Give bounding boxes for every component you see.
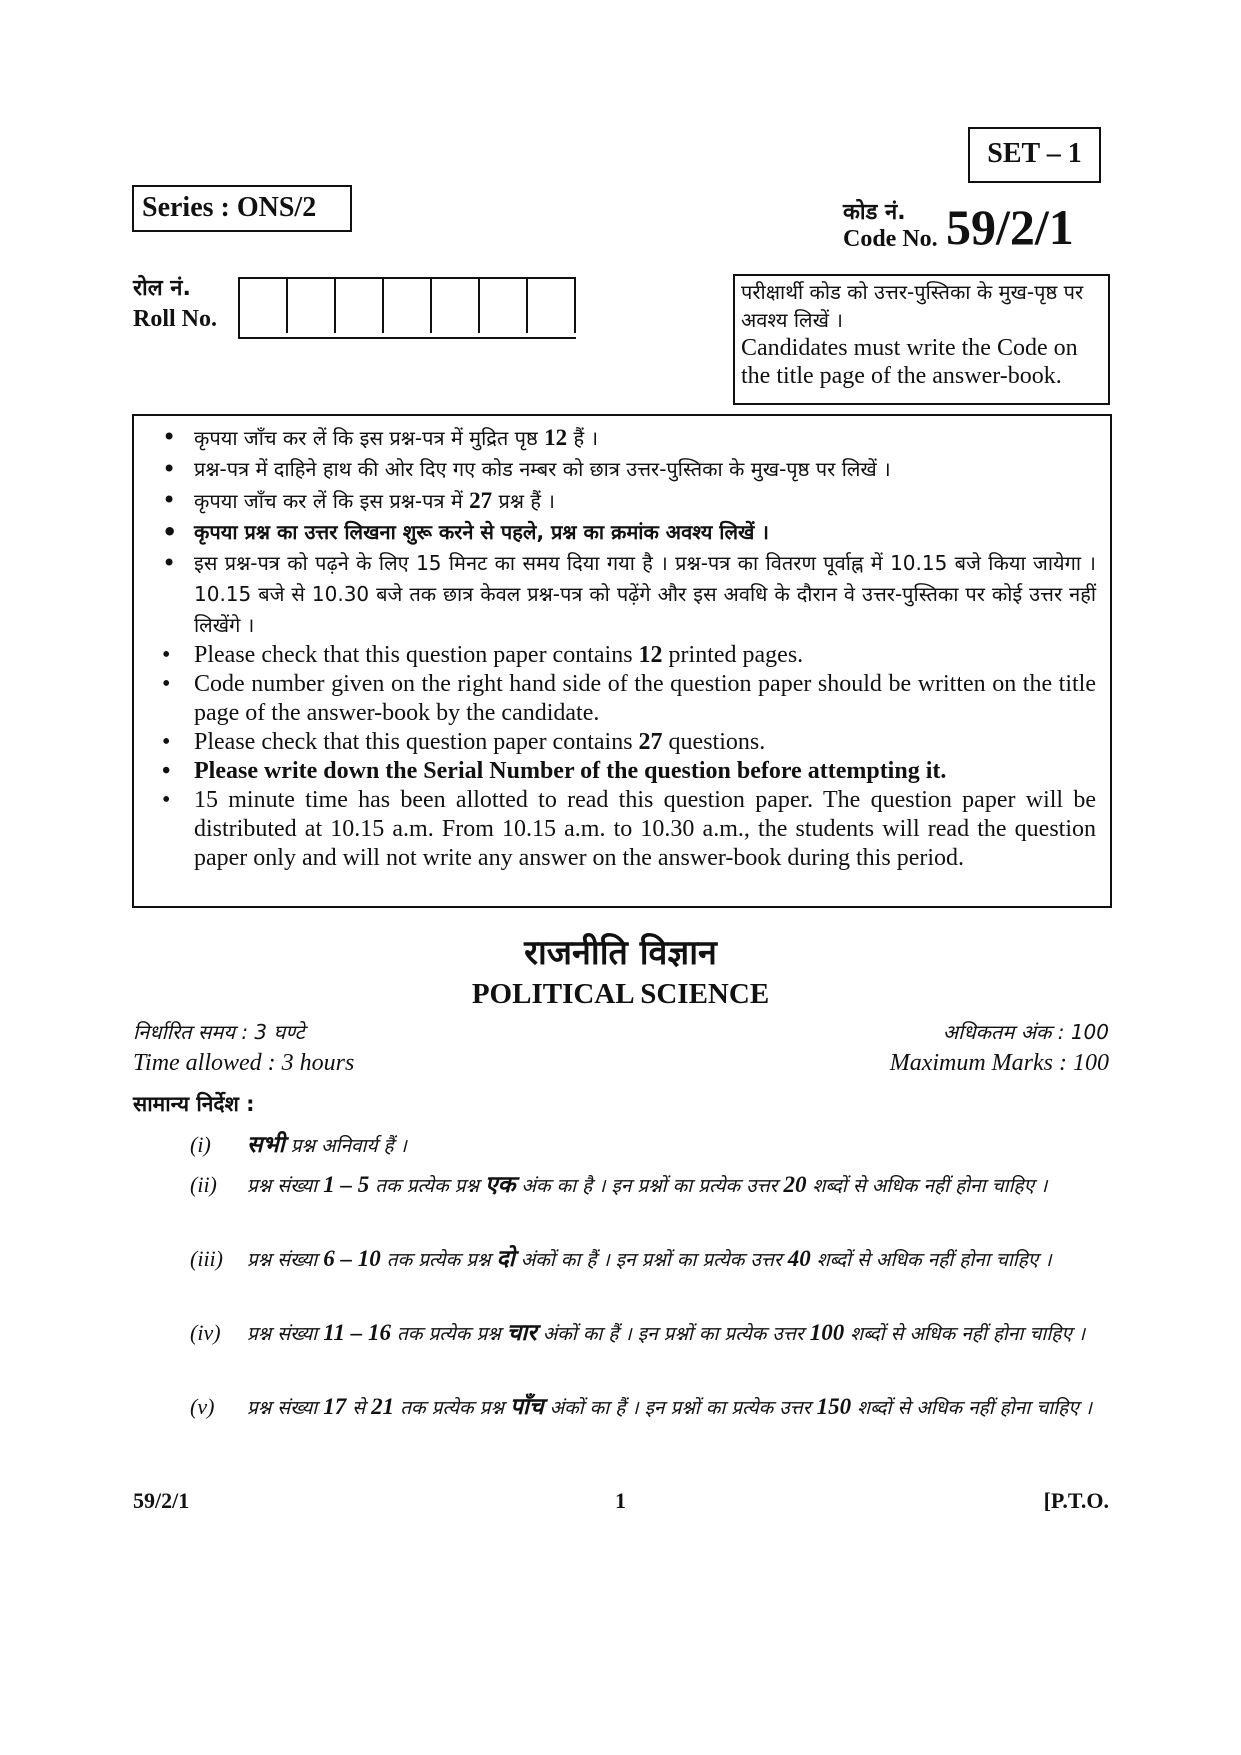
instruction-en-questions: • Please check that this question paper contains 27 questions. (152, 728, 1096, 757)
roll-number-boxes[interactable] (238, 277, 576, 339)
roll-number-box[interactable] (288, 279, 336, 333)
instruction-en-reading-time: • 15 minute time has been allotted to read this question paper. The question paper will be distributed at 10.15 a.m. From 10.15 a.m. to 10.30 a.m., the students will read the question paper only and will not write any answer on the answer-book during this period. (152, 786, 1096, 873)
pto-label: [P.T.O. (1043, 1488, 1109, 1513)
subject-title-english: POLITICAL SCIENCE (471, 978, 770, 1010)
item-text: प्रश्न संख्या 17 से 21 तक प्रत्येक प्रश्न पाँच अंकों का हैं । इन प्रश्नों का प्रत्येक उत्तर 150 शब्दों से अधिक नहीं होना चाहिए । (247, 1394, 1092, 1419)
general-instruction-item (190, 1168, 1110, 1203)
series-label: Series : ONS/2 (132, 185, 352, 232)
instruction-hi-pages: • कृपया जाँच कर लें कि इस प्रश्न-पत्र में मुद्रित पृष्ठ 12 हैं । (152, 422, 1096, 454)
footer-code: 59/2/1 (133, 1488, 190, 1513)
time-allowed-hindi: निर्धारित समय : 3 घण्टे (133, 1020, 305, 1044)
instruction-hi-serial: • कृपया प्रश्न का उत्तर लिखना शुरू करने से पहले, प्रश्न का क्रमांक अवश्य लिखें । (152, 517, 1096, 548)
subject-title-hindi: राजनीति विज्ञान (524, 933, 717, 973)
item-number: (v) (190, 1394, 215, 1419)
roll-number-box[interactable] (528, 279, 576, 333)
instruction-hi-questions: • कृपया जाँच कर लें कि इस प्रश्न-पत्र में 27 प्रश्न हैं । (152, 485, 1096, 517)
roll-label-english: Roll No. (133, 306, 217, 332)
code-label-hindi: कोड नं. (843, 200, 906, 225)
roll-number-box[interactable] (336, 279, 384, 333)
item-number: (iv) (190, 1320, 221, 1345)
roll-number-box[interactable] (432, 279, 480, 333)
instructions-box (132, 414, 1112, 908)
max-marks-english: Maximum Marks : 100 (889, 1050, 1109, 1076)
page-number: 1 (615, 1488, 626, 1513)
item-text: प्रश्न संख्या 1 – 5 तक प्रत्येक प्रश्न एक अंक का है । इन प्रश्नों का प्रत्येक उत्तर 20 शब्दों से अधिक नहीं होना चाहिए । (247, 1172, 1048, 1197)
item-number: (ii) (190, 1172, 217, 1197)
code-label-english: Code No. (843, 226, 938, 252)
instruction-en-code: • Code number given on the right hand side of the question paper should be written on the title page of the answer-book by the candidate. (152, 670, 1096, 728)
instruction-hi-code: • प्रश्न-पत्र में दाहिने हाथ की ओर दिए गए कोड नम्बर को छात्र उत्तर-पुस्तिका के मुख-पृष्ठ पर लिखें । (152, 454, 1096, 485)
set-label: SET – 1 (968, 127, 1101, 183)
code-instruction-note (733, 274, 1110, 405)
general-instruction-item (190, 1242, 1110, 1277)
item-text: प्रश्न संख्या 11 – 16 तक प्रत्येक प्रश्न चार अंकों का हैं । इन प्रश्नों का प्रत्येक उत्तर 100 शब्दों से अधिक नहीं होना चाहिए । (247, 1320, 1086, 1345)
instruction-en-serial: • Please write down the Serial Number of the question before attempting it. (152, 757, 1096, 786)
code-note-english: Candidates must write the Code on the title page of the answer-book. (741, 335, 1078, 389)
general-instruction-item (190, 1390, 1110, 1425)
time-allowed-english: Time allowed : 3 hours (133, 1050, 355, 1076)
instruction-hi-reading-time: • इस प्रश्न-पत्र को पढ़ने के लिए 15 मिनट का समय दिया गया है । प्रश्न-पत्र का वितरण पूर्वाह्न में 10.15 बजे किया जायेगा । 10.15 बजे से 10.30 बजे तक छात्र केवल प्रश्न-पत्र को पढ़ेंगे और इस अवधि के दौरान वे उत्तर-पुस्तिका पर कोई उत्तर नहीं लिखेंगे । (152, 548, 1096, 641)
roll-label-hindi: रोल नं. (133, 276, 191, 301)
item-text: सभी प्रश्न अनिवार्य हैं । (247, 1132, 407, 1157)
code-number: 59/2/1 (946, 199, 1074, 255)
instruction-en-pages: • Please check that this question paper contains 12 printed pages. (152, 641, 1096, 670)
item-number: (iii) (190, 1246, 223, 1271)
general-instruction-item (190, 1128, 1110, 1163)
roll-number-box[interactable] (240, 279, 288, 333)
code-note-hindi: परीक्षार्थी कोड को उत्तर-पुस्तिका के मुख-पृष्ठ पर अवश्य लिखें । (741, 280, 1084, 332)
max-marks-hindi: अधिकतम अंक : 100 (942, 1020, 1109, 1044)
item-number: (i) (190, 1132, 211, 1157)
general-instructions-heading: सामान्य निर्देश : (133, 1092, 255, 1116)
item-text: प्रश्न संख्या 6 – 10 तक प्रत्येक प्रश्न दो अंकों का हैं । इन प्रश्नों का प्रत्येक उत्तर 40 शब्दों से अधिक नहीं होना चाहिए । (247, 1246, 1052, 1271)
general-instruction-item (190, 1316, 1110, 1351)
roll-number-box[interactable] (384, 279, 432, 333)
roll-number-box[interactable] (480, 279, 528, 333)
